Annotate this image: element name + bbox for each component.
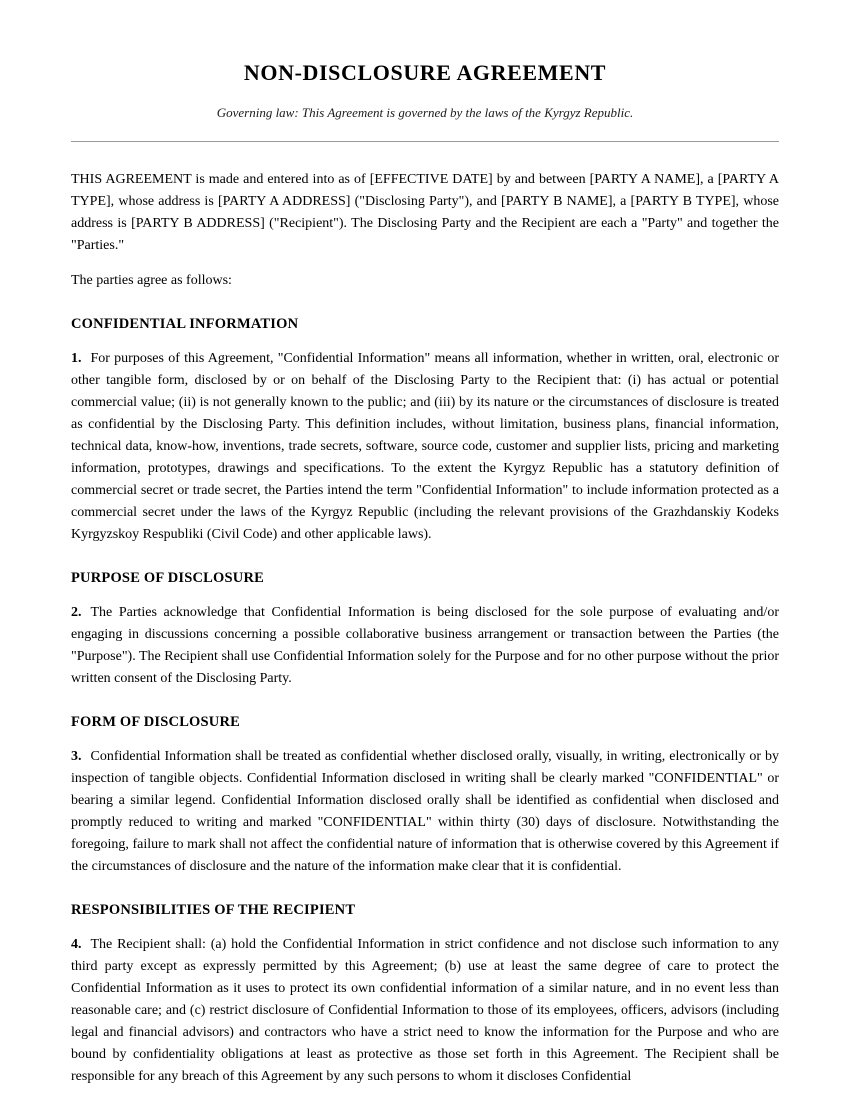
section-heading-confidential-information: CONFIDENTIAL INFORMATION xyxy=(71,316,299,332)
section-paragraph-1 xyxy=(71,348,779,546)
section-number-3: 3. xyxy=(71,749,82,764)
section-number-4: 4. xyxy=(71,937,82,952)
section-paragraph-2 xyxy=(71,602,779,690)
section-heading-responsibilities-of-the-recipient: RESPONSIBILITIES OF THE RECIPIENT xyxy=(71,902,356,918)
agreement-lead-in: The parties agree as follows: xyxy=(71,273,232,288)
section-text-1: For purposes of this Agreement, "Confidential Information" means all information, whether in written, oral, electronic or other tangible form, disclosed by or on behalf of the Disclosing Party to the Recipient that: (i) has actual or potential commercial value; (ii) is not generally known to the public; and (iii) by its nature or the circumstances of disclosure is treated as confidential by the Disclosing Party. This definition includes, without limitation, business plans, financial information, technical data, know-how, inventions, trade secrets, software, source code, customer and supplier lists, pricing and marketing information, prototypes, drawings and specifications. To the extent the Kyrgyz Republic has a statutory definition of commercial secret or trade secret, the Parties intend the term "Confidential Information" to include information protected as a commercial secret under the laws of the Kyrgyz Republic (including the relevant provisions of the Grazhdanskiy Kodeks Kyrgyzskoy Respubliki (Civil Code) and other applicable laws). xyxy=(71,351,779,542)
section-heading-form-of-disclosure: FORM OF DISCLOSURE xyxy=(71,714,241,730)
section-paragraph-3 xyxy=(71,746,779,878)
section-text-3: Confidential Information shall be treated as confidential whether disclosed orally, visually, in writing, electronically or by inspection of tangible objects. Confidential Information disclosed in writing shall be clearly marked "CONFIDENTIAL" or bearing a similar legend. Confidential Information disclosed orally shall be identified as confidential when disclosed and promptly reduced to writing and marked "CONFIDENTIAL" within thirty (30) days of disclosure. Notwithstanding the foregoing, failure to mark shall not affect the confidential nature of information that is otherwise covered by this Agreement if the circumstances of disclosure and the nature of the information make clear that it is confidential. xyxy=(71,749,779,874)
section-paragraph-4 xyxy=(71,934,779,1088)
section-number-2: 2. xyxy=(71,605,82,620)
section-heading-purpose-of-disclosure: PURPOSE OF DISCLOSURE xyxy=(71,570,264,586)
section-text-4: The Recipient shall: (a) hold the Confidential Information in strict confidence and not disclose such information to any third party except as expressly permitted by this Agreement; (b) use at least the same degree of care to protect the Confidential Information as it uses to protect its own confidential information of a similar nature, and in no event less than reasonable care; and (c) restrict disclosure of Confidential Information to those of its employees, officers, advisors (including legal and financial advisors) and contractors who have a strict need to know the information for the Purpose and who are bound by confidentiality obligations at least as protective as those set forth in this Agreement. The Recipient shall be responsible for any breach of this Agreement by any such persons to whom it discloses Confidential xyxy=(71,937,779,1084)
section-number-1: 1. xyxy=(71,351,82,366)
intro-paragraph: THIS AGREEMENT is made and entered into as of [EFFECTIVE DATE] by and between [PARTY A NAME], a [PARTY A TYPE], whose address is [PARTY A ADDRESS] ("Disclosing Party"), and [PARTY B NAME], a [PARTY B TYPE], whose address is [PARTY B ADDRESS] ("Recipient"). The Disclosing Party and the Recipient are each a "Party" and together the "Parties." xyxy=(71,172,779,253)
document-title: NON-DISCLOSURE AGREEMENT xyxy=(243,60,607,85)
header-divider xyxy=(71,141,779,142)
governing-law-subtitle: Governing law: This Agreement is governed by the laws of the Kyrgyz Republic. xyxy=(216,105,634,120)
section-text-2: The Parties acknowledge that Confidential Information is being disclosed for the sole purpose of evaluating and/or engaging in discussions concerning a possible collaborative business arrangement or transaction between the Parties (the "Purpose"). The Recipient shall use Confidential Information solely for the Purpose and for no other purpose without the prior written consent of the Disclosing Party. xyxy=(71,605,779,686)
